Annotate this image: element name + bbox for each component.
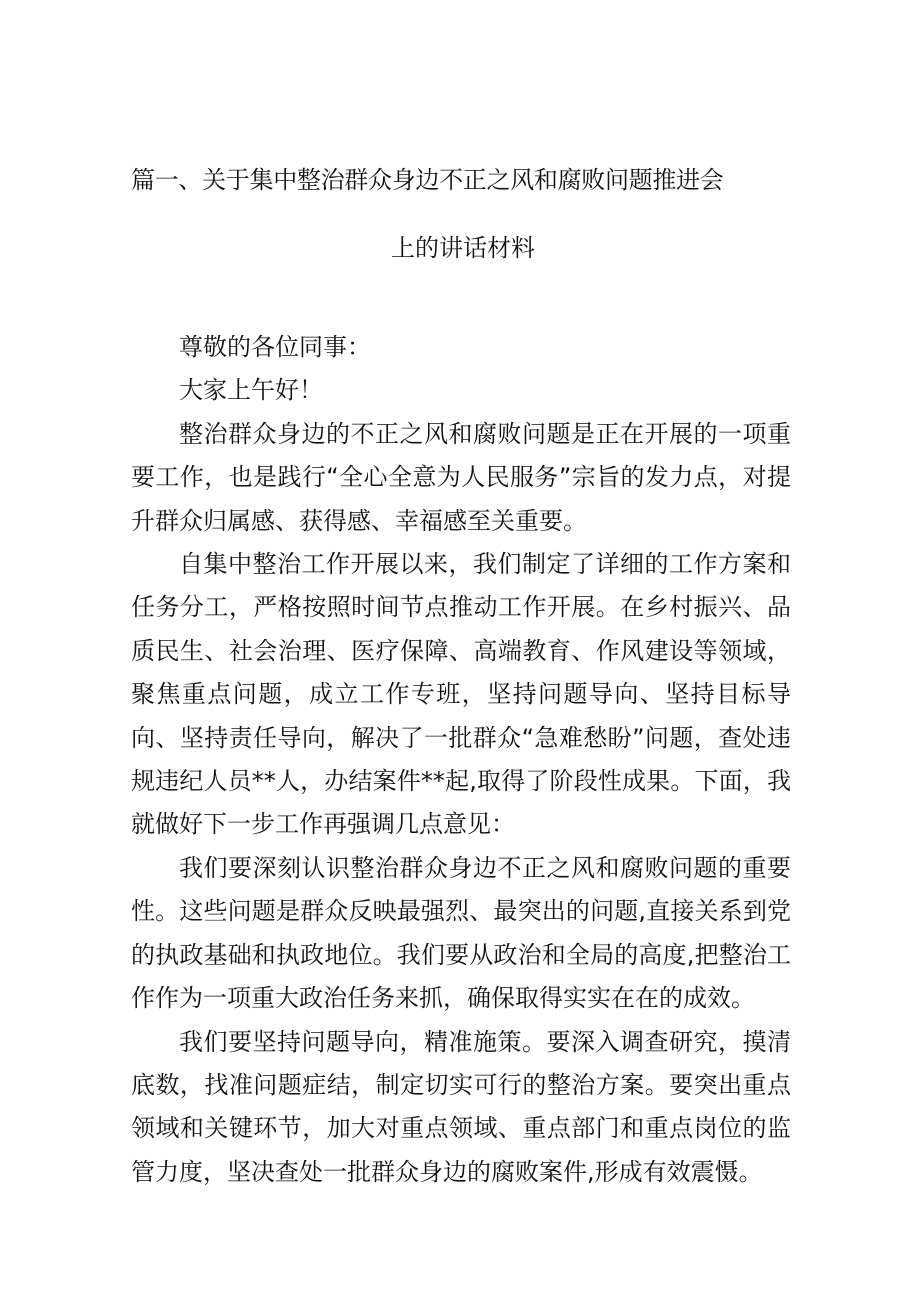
paragraph-3: 我们要深刻认识整治群众身边不正之风和腐败问题的重要性。这些问题是群众反映最强烈、最突出的问题,直接关系到党的执政基础和执政地位。我们要从政治和全局的高度,把整治工作作为一项重大政治任务来抓，确保取得实实在在的成效。 [131, 853, 791, 1013]
document-title-line-2: 上的讲话材料 [391, 234, 535, 262]
document-title-line-1: 篇一、关于集中整治群众身边不正之风和腐败问题推进会 [131, 166, 724, 194]
paragraph-4: 我们要坚持问题导向，精准施策。要深入调查研究，摸清底数，找准问题症结，制定切实可行的整治方案。要突出重点领域和关键环节，加大对重点领域、重点部门和重点岗位的监管力度，坚决查处一批群众身边的腐败案件,形成有效震慑。 [131, 1027, 791, 1186]
salutation: 尊敬的各位同事： [179, 333, 371, 361]
document-body [131, 326, 791, 1194]
paragraph-1: 整治群众身边的不正之风和腐败问题是正在开展的一项重要工作，也是践行“全心全意为人民服务”宗旨的发力点，对提升群众归属感、获得感、幸福感至关重要。 [131, 419, 791, 535]
greeting: 大家上午好！ [179, 376, 323, 405]
paragraph-2: 自集中整治工作开展以来，我们制定了详细的工作方案和任务分工，严格按照时间节点推动工作开展。在乡村振兴、品质民生、社会治理、医疗保障、高端教育、作风建设等领域，聚焦重点问题，成立工作专班，坚持问题导向、坚持目标导向、坚持责任导向，解决了一批群众“急难愁盼”问题，查处违规违纪人员**人，办结案件**起,取得了阶段性成果。下面，我就做好下一步工作再强调几点意见： [131, 550, 791, 839]
